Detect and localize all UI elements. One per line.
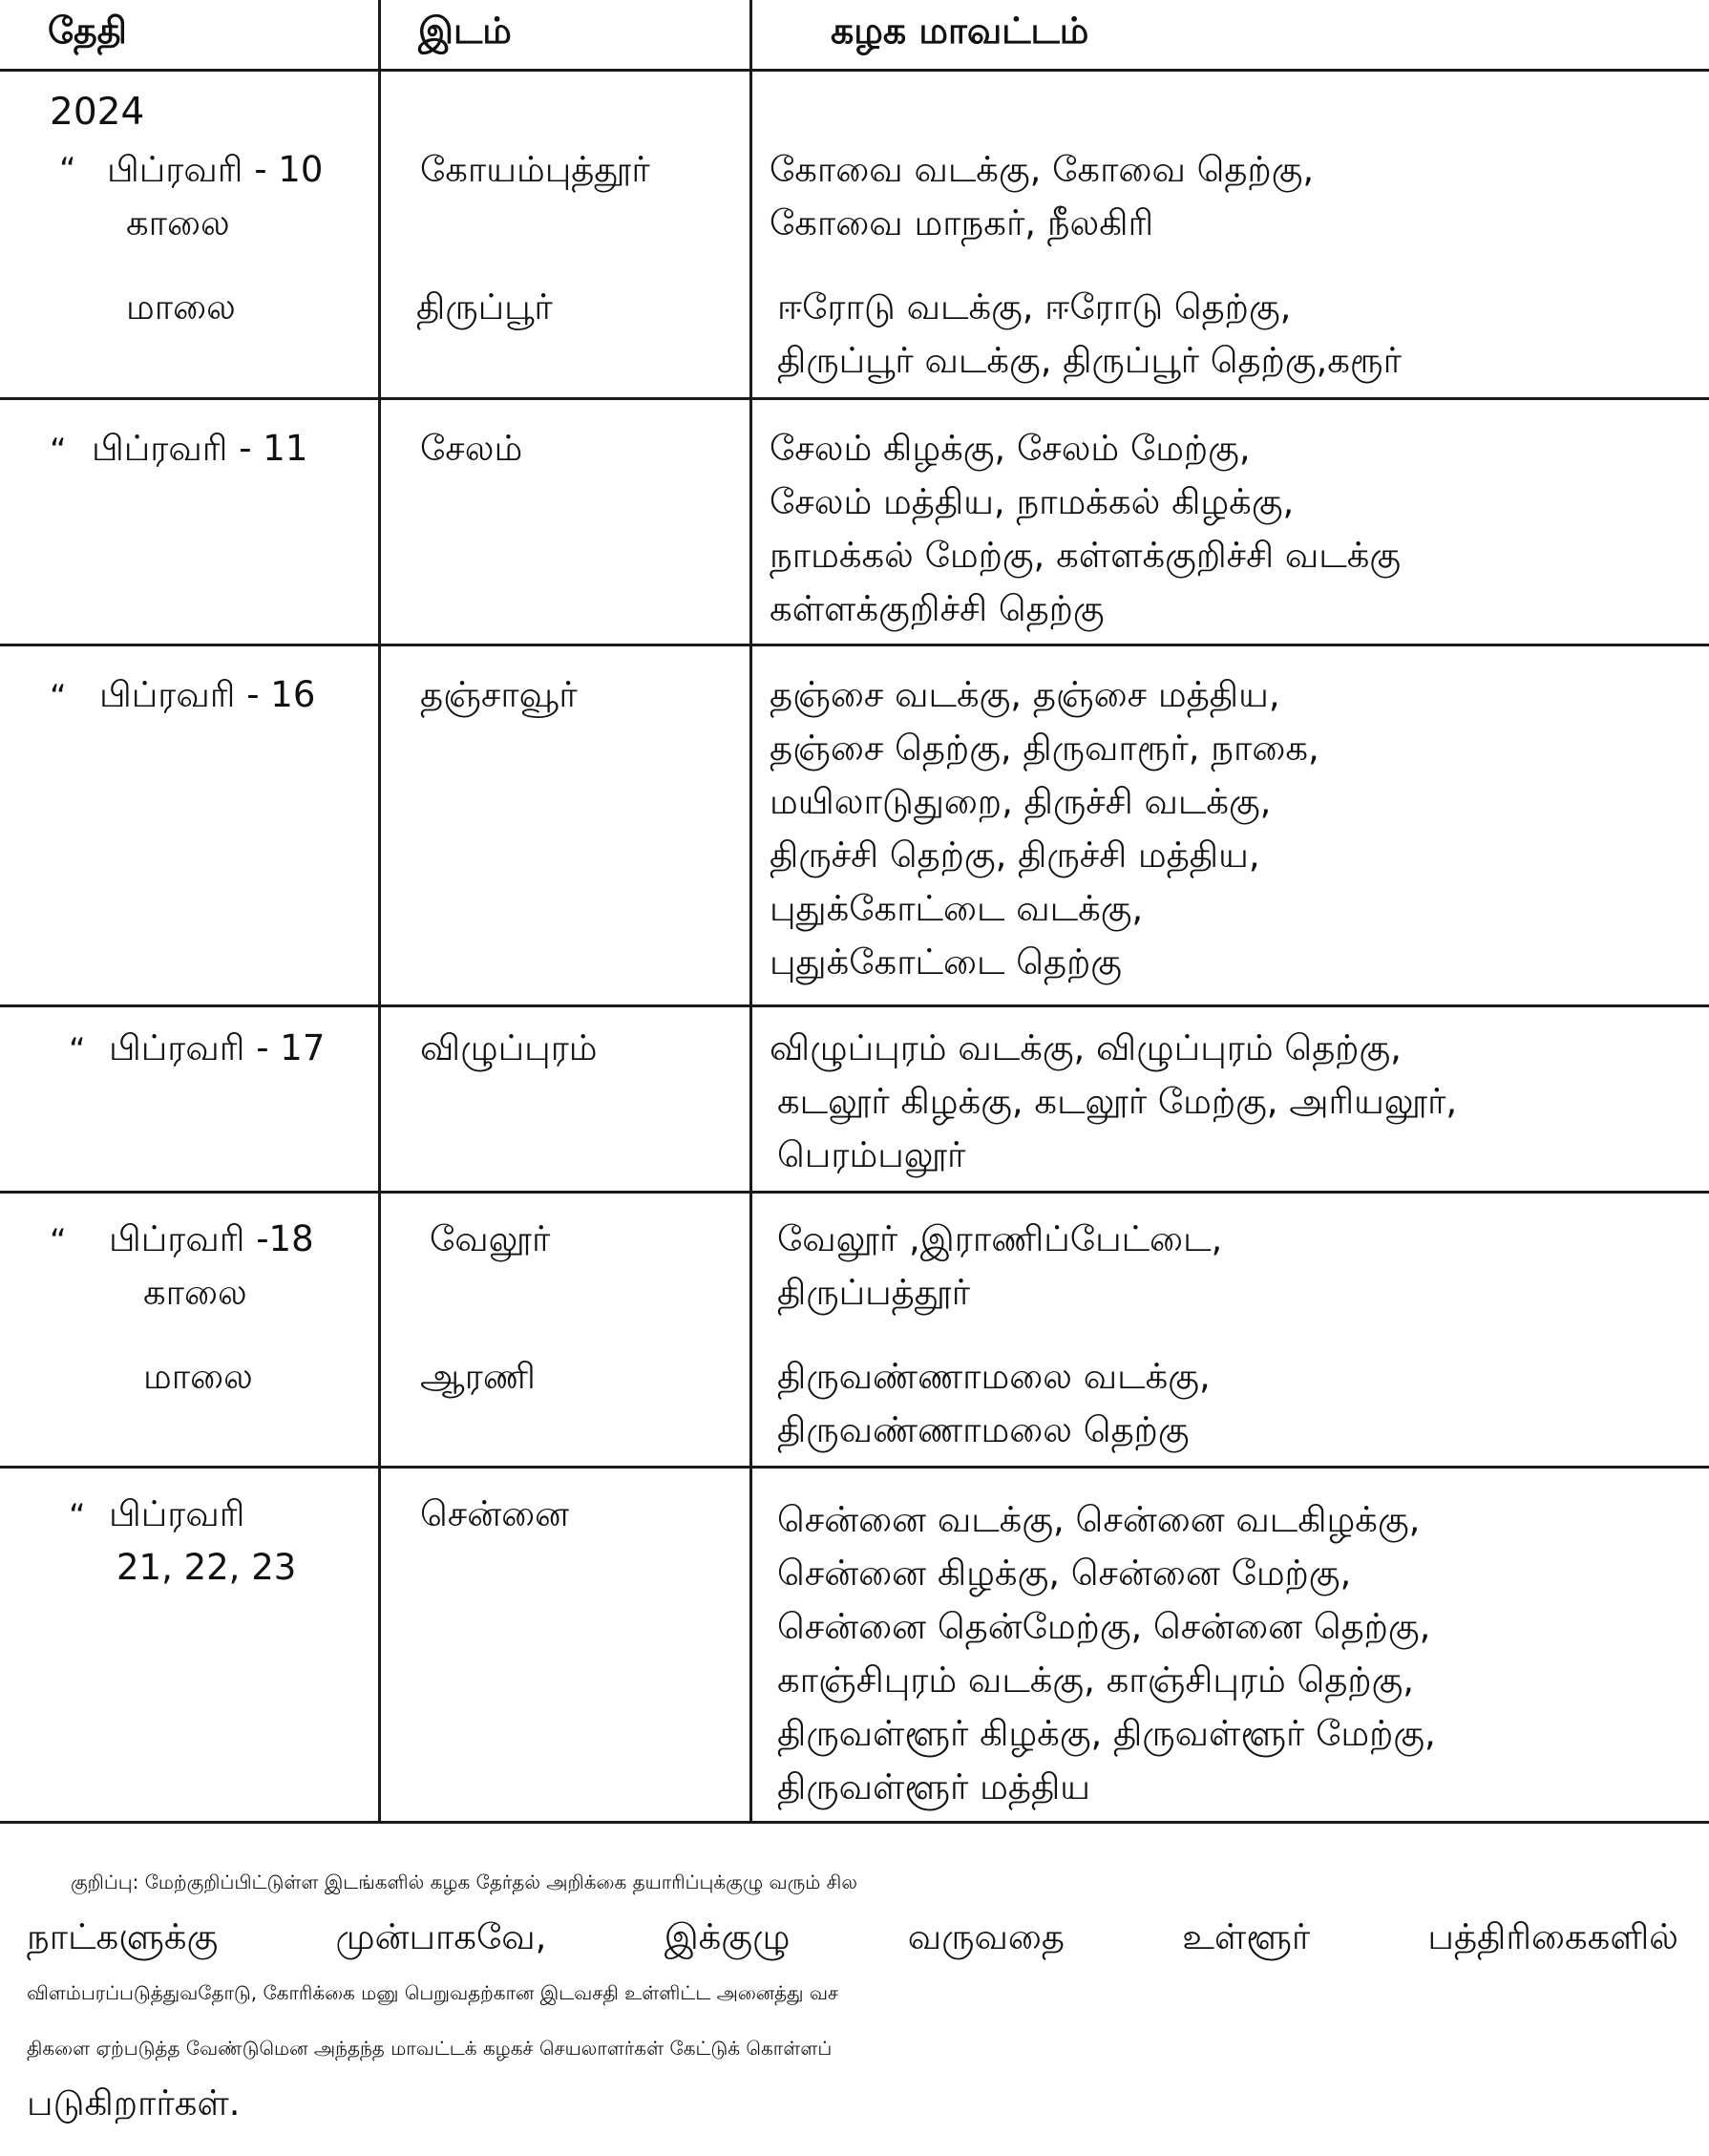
row5-session-evening: மாலை [143,1356,253,1397]
row3-place: தஞ்சாவூர் [420,674,578,715]
row3-district-line: தஞ்சை தெற்கு, திருவாரூர், நாகை, [770,728,1319,769]
note-word: உள்ளூர் [1182,1916,1311,1957]
row3-district-line: திருச்சி தெற்கு, திருச்சி மத்திய, [770,835,1260,876]
row5-district-line: வேலூர் ,இராணிப்பேட்டை, [777,1218,1223,1259]
row-divider-3 [0,1004,1709,1007]
row1-session-evening: மாலை [126,286,236,328]
row6-district-line: திருவள்ளூர் மத்திய [777,1766,1090,1807]
note-line-3: விளம்பரப்படுத்துவதோடு, கோரிக்கை மனு பெறுவதற்கான இடவசதி உள்ளிட்ட அனைத்து வச [27,1981,839,2004]
note-word: வருவதை [907,1916,1065,1957]
row5-place-morning: வேலூர் [430,1218,551,1259]
ditto-mark: “ [69,1497,86,1535]
row1-district-line: கோவை மாநகர், நீலகிரி [770,202,1154,243]
row5-district-line: திருவண்ணாமலை தெற்கு [777,1409,1190,1450]
row6-date: பிப்ரவரி [109,1493,245,1534]
row1-place-evening: திருப்பூர் [416,286,553,328]
note-line-2 [27,1910,1678,1965]
note-word: முன்பாகவே, [335,1916,547,1957]
ditto-mark: “ [69,1031,86,1069]
ditto-mark: “ [50,678,67,716]
row2-date: பிப்ரவரி - 11 [92,428,308,469]
row4-district-line: கடலூர் கிழக்கு, கடலூர் மேற்கு, அரியலூர், [777,1081,1458,1122]
row-divider-4 [0,1191,1709,1194]
ditto-mark: “ [50,432,67,470]
row2-district-line: சேலம் மத்திய, நாமக்கல் கிழக்கு, [770,481,1295,522]
row5-district-line: திருப்பத்தூர் [777,1272,971,1313]
row6-district-line: சென்னை கிழக்கு, சென்னை மேற்கு, [777,1553,1352,1594]
note-word: இக்குழு [664,1916,791,1957]
row2-district-line: கள்ளக்குறிச்சி தெற்கு [770,588,1105,629]
row-divider-1 [0,397,1709,400]
row6-district-line: சென்னை வடக்கு, சென்னை வடகிழக்கு, [777,1499,1421,1540]
note-word: நாட்களுக்கு [27,1916,219,1957]
row2-district-line: சேலம் கிழக்கு, சேலம் மேற்கு, [770,428,1251,469]
row4-district-line: விழுப்புரம் வடக்கு, விழுப்புரம் தெற்கு, [770,1027,1402,1068]
row1-place-morning: கோயம்புத்தூர் [420,149,650,190]
row3-district-line: புதுக்கோட்டை தெற்கு [770,941,1122,983]
row5-session-morning: காலை [143,1272,247,1313]
table-bottom-divider [0,1821,1709,1824]
column-divider-2 [749,0,752,1824]
row6-date-days: 21, 22, 23 [116,1547,297,1588]
row1-district-line: கோவை வடக்கு, கோவை தெற்கு, [770,149,1315,190]
row6-district-line: காஞ்சிபுரம் வடக்கு, காஞ்சிபுரம் தெற்கு, [777,1659,1415,1701]
row4-date: பிப்ரவரி - 17 [109,1027,326,1068]
note-line-4: திகளை ஏற்படுத்த வேண்டுமென அந்தந்த மாவட்டக் கழகச் செயலாளர்கள் கேட்டுக் கொள்ளப் [27,2037,833,2060]
row3-district-line: தஞ்சை வடக்கு, தஞ்சை மத்திய, [770,674,1280,715]
column-divider-1 [378,0,381,1824]
row2-place: சேலம் [420,428,523,469]
row4-district-line: பெரம்பலூர் [777,1134,966,1175]
row4-place: விழுப்புரம் [420,1027,598,1068]
row1-district-line: திருப்பூர் வடக்கு, திருப்பூர் தெற்கு,கரூர் [777,340,1402,381]
ditto-mark: “ [50,1222,67,1260]
note-word: பத்திரிகைகளில் [1427,1916,1678,1957]
row5-district-line: திருவண்ணாமலை வடக்கு, [777,1356,1211,1397]
year: 2024 [50,91,145,134]
row1-date: பிப்ரவரி - 10 [107,149,324,190]
row1-session-morning: காலை [126,202,230,243]
row6-place: சென்னை [420,1493,570,1534]
row6-district-line: திருவள்ளூர் கிழக்கு, திருவள்ளூர் மேற்கு, [777,1713,1436,1754]
ditto-mark: “ [59,151,76,189]
row5-date: பிப்ரவரி -18 [109,1218,314,1259]
row-divider-2 [0,644,1709,646]
row3-district-line: புதுக்கோட்டை வடக்கு, [770,888,1144,929]
header-district: கழக மாவட்டம் [831,10,1089,52]
row5-place-evening: ஆரணி [420,1356,536,1397]
row-divider-5 [0,1466,1709,1469]
row6-district-line: சென்னை தென்மேற்கு, சென்னை தெற்கு, [777,1606,1431,1647]
row2-district-line: நாமக்கல் மேற்கு, கள்ளக்குறிச்சி வடக்கு [770,535,1402,576]
row1-district-line: ஈரோடு வடக்கு, ஈரோடு தெற்கு, [777,286,1292,328]
note-line-5: படுகிறார்கள். [27,2082,241,2124]
header-place: இடம் [418,10,512,52]
row3-district-line: மயிலாடுதுறை, திருச்சி வடக்கு, [770,781,1272,822]
header-date: தேதி [48,10,127,52]
row3-date: பிப்ரவரி - 16 [99,674,316,715]
note-line-1: குறிப்பு: மேற்குறிப்பிட்டுள்ள இடங்களில் கழக தேர்தல் அறிக்கை தயாரிப்புக்குழு வரும் சில [71,1871,857,1893]
header-divider [0,69,1709,72]
